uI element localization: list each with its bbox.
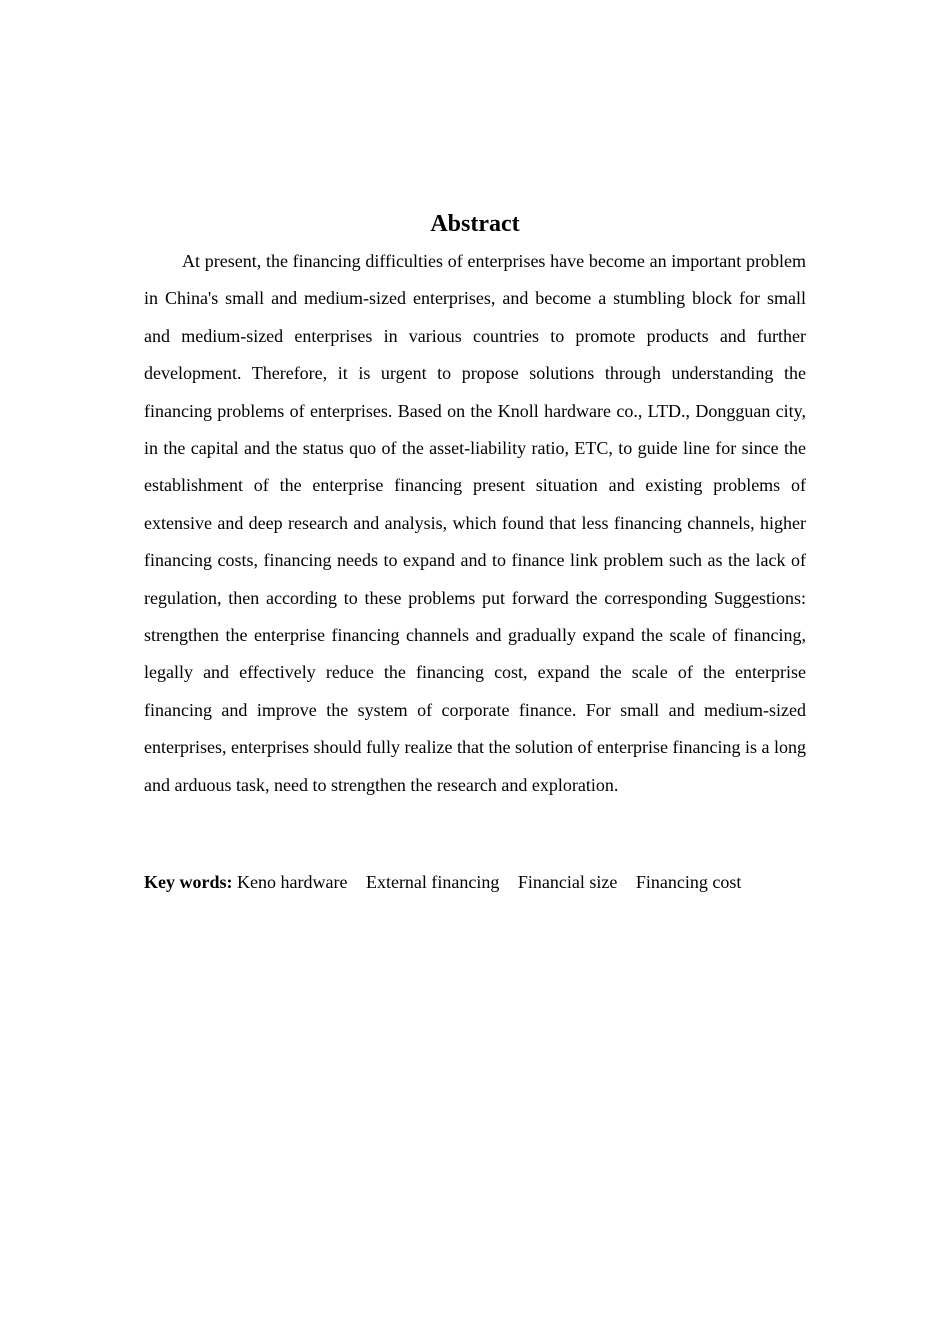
abstract-title: Abstract (430, 211, 520, 237)
keyword-item: Keno hardware (237, 872, 348, 892)
keyword-item: External financing (365, 872, 500, 892)
keywords-label: Key words: (144, 872, 237, 892)
keyword-item: Financial size (517, 872, 618, 892)
abstract-body-paragraph: At present, the financing difficulties of enterprises have become an important problem in China's small and medium-sized enterprises, and become a stumbling block for small and medium-sized enterprises in various countries to promote products and further development. Therefore, it is urgent to propose solutions through understanding the financing problems of enterprises. Based on the Knoll hardware co., LTD., Dongguan city, in the capital and the status quo of the asset-liability ratio, ETC, to guide line for since the establishment of the enterprise financing present situation and existing problems of extensive and deep research and analysis, which found that less financing channels, higher financing costs, financing needs to expand and to finance link problem such as the lack of regulation, then according to these problems put forward the corresponding Suggestions: strengthen the enterprise financing channels and gradually expand the scale of financing, legally and effectively reduce the financing cost, expand the scale of the enterprise financing and improve the system of corporate finance. For small and medium-sized enterprises, enterprises should fully realize that the solution of enterprise financing is a long and arduous task, need to strengthen the research and exploration. (144, 251, 806, 795)
keywords-line (144, 866, 806, 898)
keyword-item: Financing cost (635, 872, 742, 892)
